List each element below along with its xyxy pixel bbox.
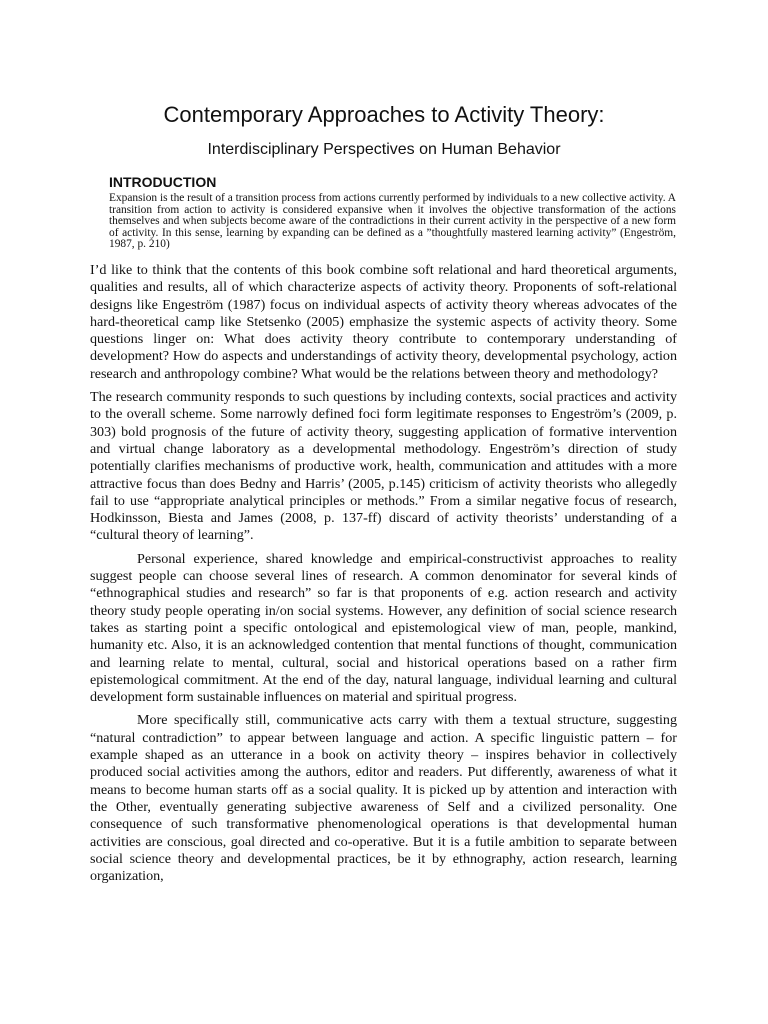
document-subtitle: Interdisciplinary Perspectives on Human Behavior [207,141,561,158]
body-paragraph-2: The research community responds to such questions by including contexts, social practices and activity to the overall scheme. Some narrowly defined foci form legitimate responses to Engeström’s (2009, p. 303) bold prognosis of the future of activity theory, suggesting application of formative intervention and virtual change laboratory as a developmental methodology. Engeström’s direction of study potentially clarifies mechanisms of productive work, health, communication and attitudes with a more attractive focus than does Bedny and Harris’ (2005, p.145) criticism of activity theorists who allegedly fail to use “appropriate analytical principles or methods.” From a similar negative focus of research, Hodkinsson, Biesta and James (2008, p. 137-ff) discard of activity theorists’ understanding of a “cultural theory of learning”. [90,389,677,544]
body-paragraph-1: I’d like to think that the contents of this book combine soft relational and hard theoretical arguments, qualities and results, all of which characterize aspects of activity theory. Proponents of soft-relational designs like Engeström (1987) focus on individual aspects of activity theory whereas advocates of the hard-theoretical camp like Stetsenko (2005) emphasize the systemic aspects of activity theory. Some questions linger on: What does activity theory contribute to contemporary understanding of development? How do aspects and understandings of activity theory, developmental psychology, action research and anthropology combine? What would be the relations between theory and methodology? [90,262,677,382]
document-title: Contemporary Approaches to Activity Theory: [163,102,605,127]
body-paragraph-4: More specifically still, communicative acts carry with them a textual structure, suggesting “natural contradiction” to appear between language and action. A specific linguistic pattern – for example shaped as an utterance in a book on activity theory – inspires behavior in collectively produced social activities among the authors, editor and readers. Put differently, awareness of what it means to become human starts off as a social quality. It is picked up by attention and interaction with the Other, eventually generating subjective awareness of Self and a civilized personality. One consequence of such transformative phenomenological operations is that developmental human activities are conscious, goal directed and co-operative. But it is a futile ambition to separate between social science theory and developmental practices, be it by ethnography, action research, learning organization, [90,712,677,885]
body-paragraph-3: Personal experience, shared knowledge and empirical-constructivist approaches to reality suggest people can choose several lines of research. A common denominator for several kinds of “ethnographical studies and research” so far is that proponents of e.g. action research and activity theory study people operating in/on social systems. However, any definition of social science research takes as starting point a specific ontological and epistemological view of man, people, mankind, humanity etc. Also, it is an acknowledged contention that mental functions of thought, communication and learning relate to mental, cultural, social and historical operations based on a rather firm epistemological commitment. At the end of the day, natural language, individual learning and cultural development form sustainable influences on material and spiritual progress. [90,550,677,706]
abstract-paragraph: Expansion is the result of a transition process from actions currently performed by individuals to a new collective activity. A transition from action to activity is considered expansive when it involves the objective transformation of the actions themselves and when subjects become aware of the contradictions in their current activity in the perspective of a new form of activity. In this sense, learning by expanding can be defined as a ”thoughtfully mastered learning activity” (Engeström, 1987, p. 210) [109,192,676,251]
body-text [90,262,677,891]
section-heading: INTRODUCTION [109,174,217,190]
